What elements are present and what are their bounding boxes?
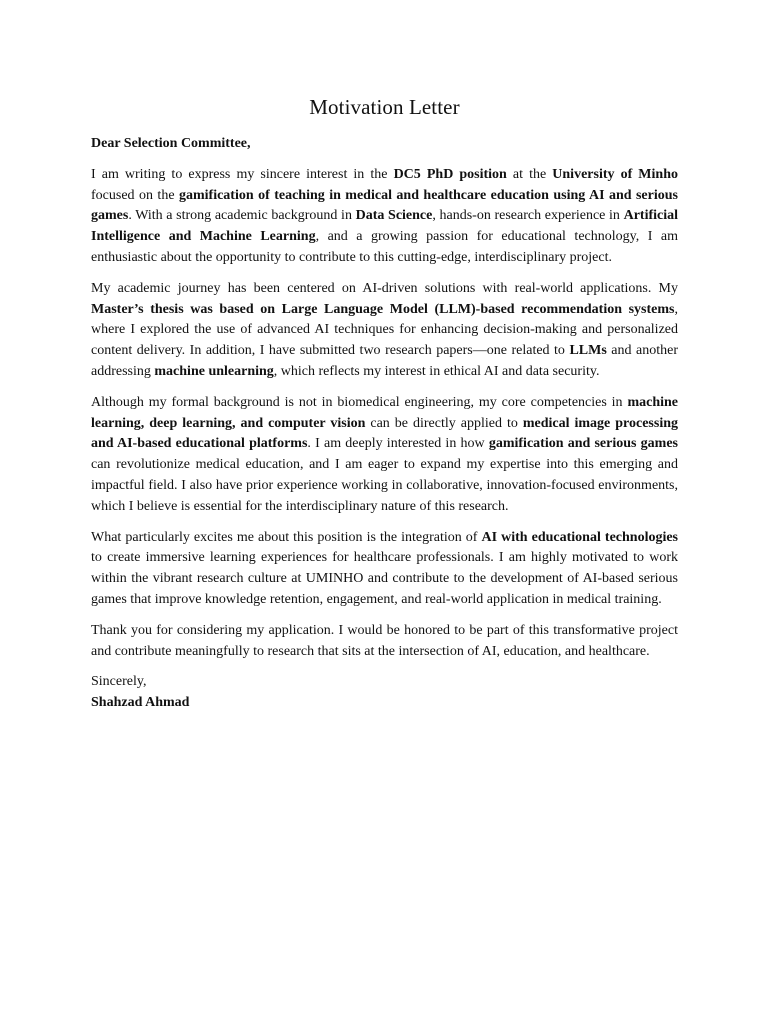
letter-paragraph bbox=[91, 279, 678, 383]
text-run: . With a strong academic background in bbox=[128, 208, 356, 224]
letter-signature: Shahzad Ahmad bbox=[91, 695, 190, 711]
bold-text-run: medical image processing and AI-based educational platforms bbox=[91, 415, 678, 452]
text-run: I am writing to express my sincere interest in the bbox=[91, 166, 394, 182]
text-run: Thank you for considering my application. I would be honored to be part of this transformative project and contribute meaningfully to research that sits at the intersection of AI, education, and healthcare. bbox=[91, 622, 678, 659]
bold-text-run: machine learning, deep learning, and computer vision bbox=[91, 394, 678, 431]
text-run: and another addressing bbox=[91, 343, 679, 379]
letter-paragraph bbox=[91, 621, 678, 663]
bold-text-run: gamification of teaching in medical and healthcare education using AI and serious games bbox=[91, 187, 678, 224]
text-run: , which reflects my interest in ethical AI and data security. bbox=[273, 363, 600, 379]
letter-closing: Sincerely, bbox=[91, 674, 147, 690]
bold-text-run: machine unlearning bbox=[154, 363, 274, 379]
text-run: to create immersive learning experiences for healthcare professionals. I am highly motivated to work within the vibrant research culture at UMINHO and contribute to the development of AI-based serious games that improve knowledge retention, engagement, and real-world application in medical training. bbox=[91, 550, 678, 607]
letter-paragraph bbox=[91, 528, 678, 611]
text-run: My academic journey has been centered on AI-driven solutions with real-world applications. My bbox=[91, 280, 678, 296]
bold-text-run: gamification and serious games bbox=[488, 436, 678, 452]
letter-page bbox=[91, 92, 678, 714]
bold-text-run: LLMs bbox=[569, 343, 607, 359]
text-run: , hands-on research experience in bbox=[432, 208, 624, 224]
text-run: at the bbox=[506, 166, 553, 182]
text-run: focused on the bbox=[91, 187, 179, 203]
text-run: Although my formal background is not in biomedical engineering, my core competencies in bbox=[91, 394, 628, 410]
bold-text-run: Master’s thesis was based on Large Language Model (LLM)-based recommendation systems bbox=[91, 301, 675, 317]
text-run: can be directly applied to bbox=[365, 415, 523, 431]
letter-salutation: Dear Selection Committee, bbox=[91, 136, 251, 151]
letter-paragraph bbox=[91, 393, 678, 518]
text-run: can revolutionize medical education, and I am eager to expand my expertise into this emerging and impactful field. I also have prior experience working in collaborative, innovation-focused environments, which I believe is essential for the interdisciplinary nature of this research. bbox=[91, 457, 678, 514]
text-run: . I am deeply interested in how bbox=[307, 436, 489, 452]
letter-paragraph bbox=[91, 165, 678, 269]
text-run: What particularly excites me about this position is the integration of bbox=[91, 529, 482, 545]
bold-text-run: Data Science bbox=[355, 208, 433, 224]
letter-body bbox=[91, 165, 678, 663]
text-run: , where I explored the use of advanced AI techniques for enhancing decision-making and personalized content delivery. In addition, I have submitted two research papers—one related to bbox=[91, 301, 678, 359]
letter-title: Motivation Letter bbox=[309, 95, 460, 119]
text-run: , and a growing passion for educational technology, I am enthusiastic about the opportunity to contribute to this cutting-edge, interdisciplinary project. bbox=[91, 229, 678, 265]
bold-text-run: Artificial Intelligence and Machine Learning bbox=[91, 208, 678, 245]
bold-text-run: DC5 PhD position bbox=[393, 166, 507, 182]
bold-text-run: University of Minho bbox=[552, 166, 678, 182]
bold-text-run: AI with educational technologies bbox=[481, 529, 679, 545]
